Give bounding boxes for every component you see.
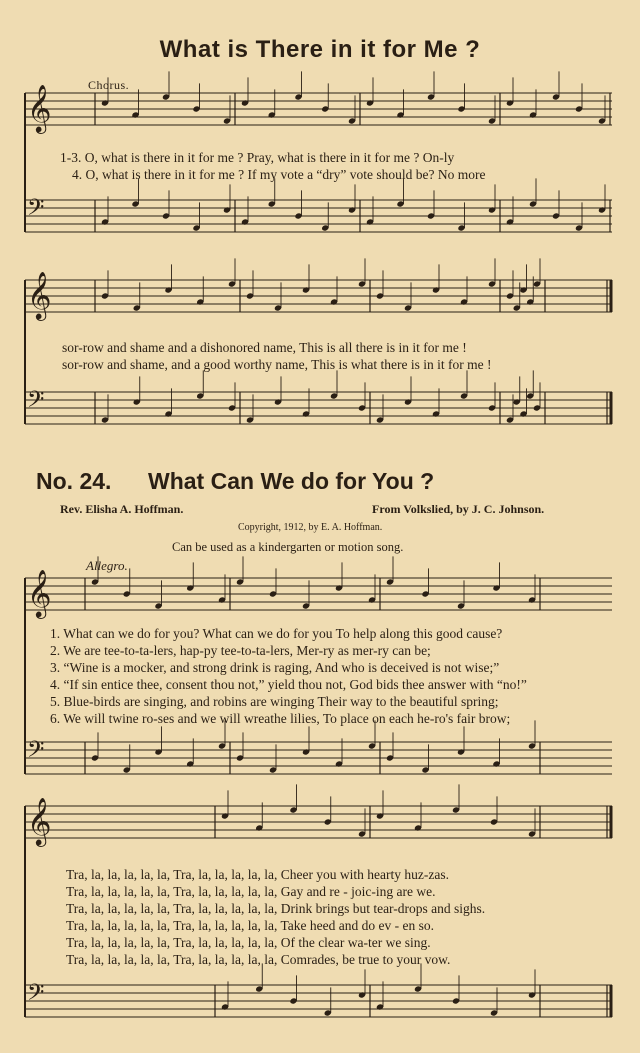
lyric-line: 1-3. O, what is there in it for me ? Pray, what is there in it for me ? On-ly	[60, 150, 455, 165]
chorus-label: Chorus.	[88, 78, 130, 92]
music-credit: From Volkslied, by J. C. Johnson.	[372, 502, 545, 516]
treble-clef-icon: 𝄞	[27, 795, 52, 845]
refrain-line: Tra, la, la, la, la, la, Tra, la, la, la, la, la, Cheer you with hearty huz-zas.	[66, 867, 450, 882]
refrain-line: Tra, la, la, la, la, la, Tra, la, la, la, la, la, Drink brings but tear-drops and sighs.	[66, 901, 486, 916]
verse-line: 3. “Wine is a mocker, and strong drink is raging, And who is deceived is not wise;”	[50, 660, 500, 675]
hymn-title: What Can We do for You ?	[148, 468, 435, 494]
verse-line: 6. We will twine ro-ses and we will wreathe lilies, To place on each he-ro's fair brow;	[50, 711, 511, 726]
refrain-line: Tra, la, la, la, la, la, Tra, la, la, la, la, la, Comrades, be true to your vow.	[66, 952, 451, 967]
verse-line: 2. We are tee-to-ta-lers, hap-py tee-to-ta-lers, Mer-ry as mer-ry can be;	[50, 643, 431, 658]
refrain-line: Tra, la, la, la, la, la, Tra, la, la, la, la, la, Of the clear wa-ter we sing.	[66, 935, 431, 950]
treble-clef-icon: 𝄞	[27, 82, 52, 132]
verse-line: 5. Blue-birds are singing, and robins are winging Their way to the beautiful spring;	[50, 694, 499, 709]
lyric-line: 4. O, what is there in it for me ? If my vote a “dry” vote should be? No more	[72, 167, 486, 182]
bass-clef-icon: 𝄢	[27, 737, 45, 769]
verse-line: 1. What can we do for you? What can we do for you To help along this good cause?	[50, 626, 503, 641]
bass-clef-icon: 𝄢	[27, 980, 45, 1012]
refrain-line: Tra, la, la, la, la, la, Tra, la, la, la, la, la, Gay and re - joic-ing are we.	[66, 884, 436, 899]
bass-clef-icon: 𝄢	[27, 387, 45, 419]
hymn-number: No. 24.	[36, 468, 112, 494]
verse-line: 4. “If sin entice thee, consent thou not,” yield thou not, God bids thee answer with “no!”	[50, 677, 527, 692]
lyric-line: sor-row and shame and a dishonored name, This is all there is in it for me !	[62, 340, 467, 355]
hymn-title: What is There in it for Me ?	[159, 36, 481, 63]
lyric-line: sor-row and shame, and a good worthy name, This is what there is in it for me !	[62, 357, 492, 372]
copyright: Copyright, 1912, by E. A. Hoffman.	[238, 522, 383, 533]
refrain-line: Tra, la, la, la, la, la, Tra, la, la, la, la, la, Take heed and do ev - en so.	[66, 918, 434, 933]
treble-clef-icon: 𝄞	[27, 269, 52, 319]
bass-clef-icon: 𝄢	[27, 195, 45, 227]
author-credit: Rev. Elisha A. Hoffman.	[60, 502, 184, 516]
usage-note: Can be used as a kindergarten or motion song.	[172, 540, 404, 554]
treble-clef-icon: 𝄞	[27, 567, 52, 617]
tempo-marking: Allegro.	[86, 558, 128, 573]
